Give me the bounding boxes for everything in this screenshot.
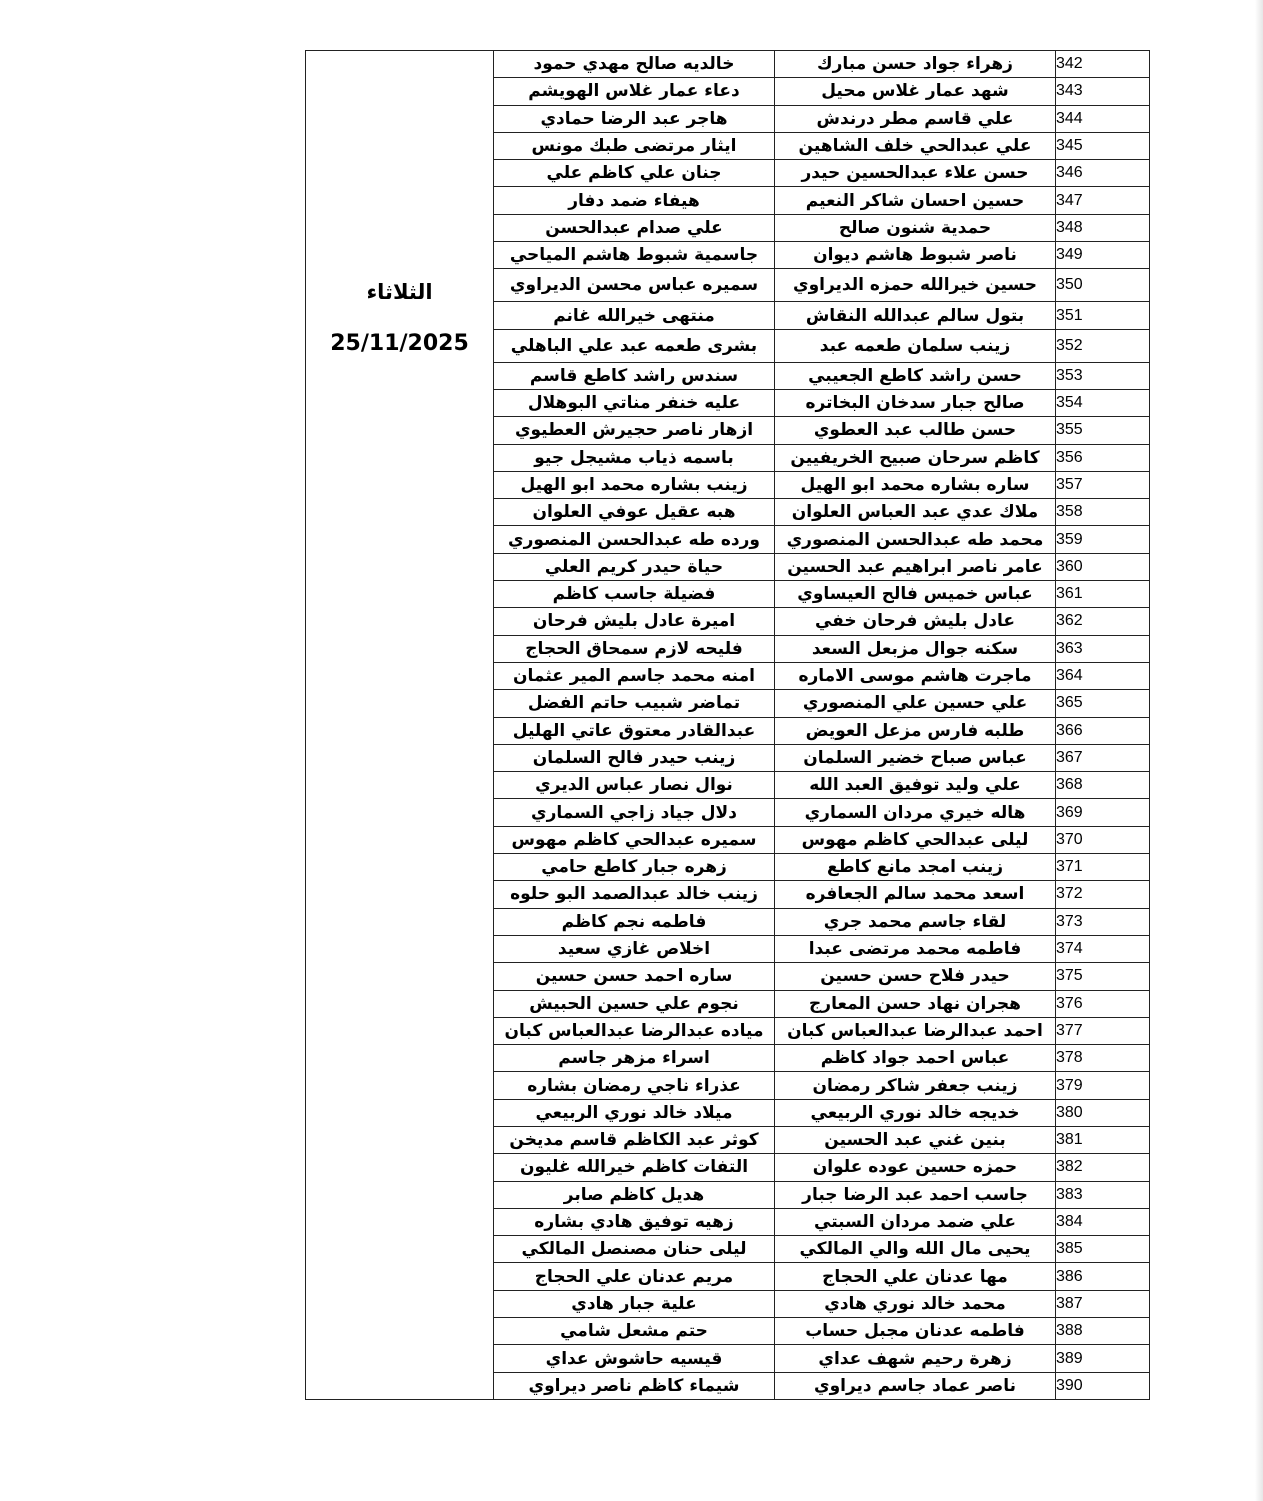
second-name-cell: حتم مشعل شامي [494,1318,775,1345]
second-name-cell: زينب بشاره محمد ابو الهيل [494,471,775,498]
second-name-cell: جنان علي كاظم علي [494,160,775,187]
second-name-cell: زينب حيدر فالح السلمان [494,744,775,771]
second-name-cell: مريم عدنان علي الحجاج [494,1263,775,1290]
row-number-cell: 388 [1056,1318,1150,1345]
first-name-cell: محمد خالد نوري هادي [775,1290,1056,1317]
row-number-cell: 385 [1056,1236,1150,1263]
first-name-cell: حسن علاء عبدالحسين حيدر [775,160,1056,187]
row-number-cell: 387 [1056,1290,1150,1317]
first-name-cell: زينب سلمان طعمه عبد [775,329,1056,362]
second-name-cell: علية جبار هادي [494,1290,775,1317]
first-name-cell: ملاك عدي عبد العباس العلوان [775,499,1056,526]
first-name-cell: عامر ناصر ابراهيم عبد الحسين [775,553,1056,580]
first-name-cell: علي قاسم مطر درندش [775,105,1056,132]
second-name-cell: مياده عبدالرضا عبدالعباس كبان [494,1017,775,1044]
second-name-cell: التفات كاظم خيرالله غليون [494,1154,775,1181]
row-number-cell: 352 [1056,329,1150,362]
second-name-cell: ساره احمد حسن حسين [494,963,775,990]
row-number-cell: 367 [1056,744,1150,771]
second-name-cell: زهره جبار كاطع حامي [494,854,775,881]
second-name-cell: هاجر عبد الرضا حمادي [494,105,775,132]
second-name-cell: نوال نصار عباس الديري [494,772,775,799]
row-number-cell: 355 [1056,417,1150,444]
first-name-cell: علي وليد توفيق العبد الله [775,772,1056,799]
row-number-cell: 382 [1056,1154,1150,1181]
first-name-cell: علي عبدالحي خلف الشاهين [775,132,1056,159]
first-name-cell: زينب امجد مانع كاطع [775,854,1056,881]
row-number-cell: 371 [1056,854,1150,881]
day-cell [306,51,494,1400]
first-name-cell: ماجرت هاشم موسى الاماره [775,662,1056,689]
first-name-cell: ناصر شبوط هاشم ديوان [775,242,1056,269]
first-name-cell: ساره بشاره محمد ابو الهيل [775,471,1056,498]
first-name-cell: جاسب احمد عبد الرضا جبار [775,1181,1056,1208]
second-name-cell: دعاء عمار غلاس الهويشم [494,78,775,105]
second-name-cell: اخلاص غازي سعيد [494,935,775,962]
second-name-cell: هيفاء ضمد دفار [494,187,775,214]
second-name-cell: بشرى طعمه عبد علي الباهلي [494,329,775,362]
first-name-cell: عباس صباح خضير السلمان [775,744,1056,771]
names-table-body [306,51,1150,1400]
second-name-cell: عليه خنفر مناتي البوهلال [494,389,775,416]
second-name-cell: هبه عقيل عوفي العلوان [494,499,775,526]
first-name-cell: مها عدنان علي الحجاج [775,1263,1056,1290]
first-name-cell: زهرة رحيم شهف عداي [775,1345,1056,1372]
row-number-cell: 351 [1056,302,1150,329]
row-number-cell: 378 [1056,1045,1150,1072]
row-number-cell: 356 [1056,444,1150,471]
second-name-cell: ورده طه عبدالحسن المنصوري [494,526,775,553]
row-number-cell: 358 [1056,499,1150,526]
second-name-cell: علي صدام عبدالحسن [494,214,775,241]
first-name-cell: زهراء جواد حسن مبارك [775,51,1056,78]
second-name-cell: ازهار ناصر حجيرش العطيوي [494,417,775,444]
first-name-cell: لقاء جاسم محمد جري [775,908,1056,935]
first-name-cell: شهد عمار غلاس محيل [775,78,1056,105]
row-number-cell: 349 [1056,242,1150,269]
second-name-cell: زهيه توفيق هادي بشاره [494,1208,775,1235]
second-name-cell: ايثار مرتضى طبك مونس [494,132,775,159]
row-number-cell: 389 [1056,1345,1150,1372]
first-name-cell: فاطمه محمد مرتضى عبدا [775,935,1056,962]
second-name-cell: جاسمية شبوط هاشم المياحي [494,242,775,269]
row-number-cell: 383 [1056,1181,1150,1208]
first-name-cell: بنين غني عبد الحسين [775,1126,1056,1153]
first-name-cell: طلبه فارس مزعل العويض [775,717,1056,744]
second-name-cell: فاطمه نجم كاظم [494,908,775,935]
first-name-cell: هاله خيري مردان السماري [775,799,1056,826]
row-number-cell: 364 [1056,662,1150,689]
second-name-cell: سميره عباس محسن الديراوي [494,269,775,302]
first-name-cell: حسين خيرالله حمزه الديراوي [775,269,1056,302]
first-name-cell: صالح جبار سدخان البخاتره [775,389,1056,416]
second-name-cell: باسمه ذياب مشيجل جيو [494,444,775,471]
first-name-cell: كاظم سرحان صبيح الخريفيين [775,444,1056,471]
first-name-cell: علي ضمد مردان السبتي [775,1208,1056,1235]
second-name-cell: سندس راشد كاطع قاسم [494,362,775,389]
first-name-cell: عباس احمد جواد كاظم [775,1045,1056,1072]
row-number-cell: 354 [1056,389,1150,416]
row-number-cell: 359 [1056,526,1150,553]
second-name-cell: كوثر عبد الكاظم قاسم مديخن [494,1126,775,1153]
day-name: الثلاثاء [366,280,433,304]
second-name-cell: اسراء مزهر جاسم [494,1045,775,1072]
row-number-cell: 344 [1056,105,1150,132]
first-name-cell: اسعد محمد سالم الجعافره [775,881,1056,908]
row-number-cell: 362 [1056,608,1150,635]
second-name-cell: حياة حيدر كريم العلي [494,553,775,580]
row-number-cell: 379 [1056,1072,1150,1099]
first-name-cell: زينب جعفر شاكر رمضان [775,1072,1056,1099]
row-number-cell: 342 [1056,51,1150,78]
row-number-cell: 366 [1056,717,1150,744]
first-name-cell: هجران نهاد حسن المعارج [775,990,1056,1017]
first-name-cell: حمزه حسين عوده علوان [775,1154,1056,1181]
second-name-cell: دلال جياد زاجي السماري [494,799,775,826]
row-number-cell: 374 [1056,935,1150,962]
row-number-cell: 365 [1056,690,1150,717]
names-table [305,50,1150,1400]
row-number-cell: 369 [1056,799,1150,826]
row-number-cell: 347 [1056,187,1150,214]
row-number-cell: 370 [1056,826,1150,853]
first-name-cell: سكنه جوال مزبعل السعد [775,635,1056,662]
second-name-cell: خالديه صالح مهدي حمود [494,51,775,78]
second-name-cell: منتهى خيرالله غانم [494,302,775,329]
first-name-cell: حسين احسان شاكر النعيم [775,187,1056,214]
scroll-edge [1255,0,1263,1501]
first-name-cell: بتول سالم عبدالله النقاش [775,302,1056,329]
second-name-cell: ميلاد خالد نوري الربيعي [494,1099,775,1126]
first-name-cell: حمدية شنون صالح [775,214,1056,241]
first-name-cell: يحيى مال الله والي المالكي [775,1236,1056,1263]
second-name-cell: نجوم علي حسين الحبيش [494,990,775,1017]
row-number-cell: 346 [1056,160,1150,187]
row-number-cell: 357 [1056,471,1150,498]
first-name-cell: حسن طالب عبد العطوي [775,417,1056,444]
table-row [306,51,1150,78]
row-number-cell: 350 [1056,269,1150,302]
first-name-cell: محمد طه عبدالحسن المنصوري [775,526,1056,553]
second-name-cell: هديل كاظم صابر [494,1181,775,1208]
second-name-cell: ليلى حنان مصنصل المالكي [494,1236,775,1263]
first-name-cell: خديجه خالد نوري الربيعي [775,1099,1056,1126]
row-number-cell: 384 [1056,1208,1150,1235]
row-number-cell: 381 [1056,1126,1150,1153]
second-name-cell: شيماء كاظم ناصر ديراوي [494,1372,775,1399]
row-number-cell: 353 [1056,362,1150,389]
second-name-cell: فضيلة جاسب كاظم [494,581,775,608]
row-number-cell: 375 [1056,963,1150,990]
row-number-cell: 376 [1056,990,1150,1017]
first-name-cell: علي حسين علي المنصوري [775,690,1056,717]
first-name-cell: حيدر فلاح حسن حسين [775,963,1056,990]
row-number-cell: 372 [1056,881,1150,908]
second-name-cell: اميرة عادل بليش فرحان [494,608,775,635]
second-name-cell: تماضر شبيب حاتم الفضل [494,690,775,717]
row-number-cell: 348 [1056,214,1150,241]
row-number-cell: 377 [1056,1017,1150,1044]
first-name-cell: ناصر عماد جاسم ديراوي [775,1372,1056,1399]
second-name-cell: عذراء ناجي رمضان بشاره [494,1072,775,1099]
row-number-cell: 343 [1056,78,1150,105]
day-date: 25/11/2025 [330,331,469,356]
first-name-cell: عباس خميس فالح العيساوي [775,581,1056,608]
row-number-cell: 368 [1056,772,1150,799]
row-number-cell: 361 [1056,581,1150,608]
first-name-cell: ليلى عبدالحي كاظم مهوس [775,826,1056,853]
row-number-cell: 386 [1056,1263,1150,1290]
second-name-cell: امنه محمد جاسم المير عثمان [494,662,775,689]
row-number-cell: 363 [1056,635,1150,662]
first-name-cell: فاطمه عدنان مجبل حساب [775,1318,1056,1345]
first-name-cell: عادل بليش فرحان خفي [775,608,1056,635]
second-name-cell: زينب خالد عبدالصمد البو حلوه [494,881,775,908]
row-number-cell: 360 [1056,553,1150,580]
row-number-cell: 373 [1056,908,1150,935]
second-name-cell: سميره عبدالحي كاظم مهوس [494,826,775,853]
second-name-cell: قيسيه حاشوش عداي [494,1345,775,1372]
first-name-cell: حسن راشد كاطع الجعيبي [775,362,1056,389]
row-number-cell: 380 [1056,1099,1150,1126]
second-name-cell: عبدالقادر معتوق عاتي الهليل [494,717,775,744]
second-name-cell: فليحه لازم سمحاق الحجاج [494,635,775,662]
first-name-cell: احمد عبدالرضا عبدالعباس كبان [775,1017,1056,1044]
row-number-cell: 345 [1056,132,1150,159]
row-number-cell: 390 [1056,1372,1150,1399]
